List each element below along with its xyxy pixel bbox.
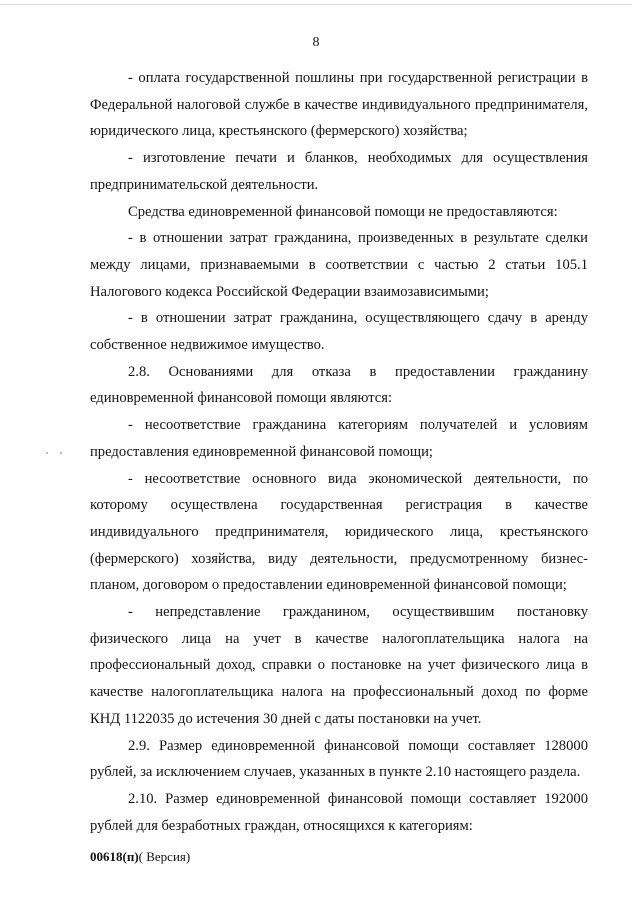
document-version: ( Версия) — [138, 849, 191, 864]
document-footer — [90, 849, 190, 865]
document-code: 00618(п) — [90, 849, 139, 864]
scan-speck — [60, 452, 62, 454]
scan-speck — [46, 452, 48, 454]
scan-edge-line — [0, 4, 632, 5]
paragraph: - в отношении затрат гражданина, осуществляющего сдачу в аренду собственное недвижимое имущество. — [90, 310, 588, 354]
page-number: 8 — [312, 35, 320, 50]
paragraph: 2.8. Основаниями для отказа в предоставлении гражданину единовременной финансовой помощи являются: — [90, 363, 588, 407]
paragraph: Средства единовременной финансовой помощи не предоставляются: — [128, 203, 558, 220]
document-body — [90, 65, 588, 839]
paragraph: - оплата государственной пошлины при государственной регистрации в Федеральной налоговой службе в качестве индивидуального предпринимателя, юридического лица, крестьянского (фермерского) хозяйства; — [90, 70, 588, 140]
paragraph: - изготовление печати и бланков, необходимых для осуществления предпринимательской деятельности. — [90, 150, 588, 193]
paragraph: 2.9. Размер единовременной финансовой помощи составляет 128000 рублей, за исключением случаев, указанных в пункте 2.10 настоящего раздела. — [90, 737, 588, 781]
paragraph: 2.10. Размер единовременной финансовой помощи составляет 192000 рублей для безработных граждан, относящихся к категориям: — [90, 790, 588, 834]
paragraph: - непредставление гражданином, осуществившим постановку физического лица на учет в качестве налогоплательщика налога на профессиональный доход, справки о постановке на учет физического лица в качестве налогоплательщика налога на профессиональный доход по форме КНД 1122035 до истечения 30 дней с даты постановки на учет. — [90, 604, 588, 727]
paragraph: - несоответствие гражданина категориям получателей и условиям предоставления единовременной финансовой помощи; — [90, 417, 588, 460]
paragraph: - несоответствие основного вида экономической деятельности, по которому осуществлена государственная регистрация в качестве индивидуального предпринимателя, юридического лица, крестьянского (фермерского) хозяйства, виду деятельности, предусмотренному бизнес-планом, договором о предоставлении единовременной финансовой помощи; — [90, 470, 588, 594]
paragraph: - в отношении затрат гражданина, произведенных в результате сделки между лицами, признаваемыми в соответствии с частью 2 статьи 105.1 Налогового кодекса Российской Федерации взаимозависимыми; — [90, 230, 588, 300]
